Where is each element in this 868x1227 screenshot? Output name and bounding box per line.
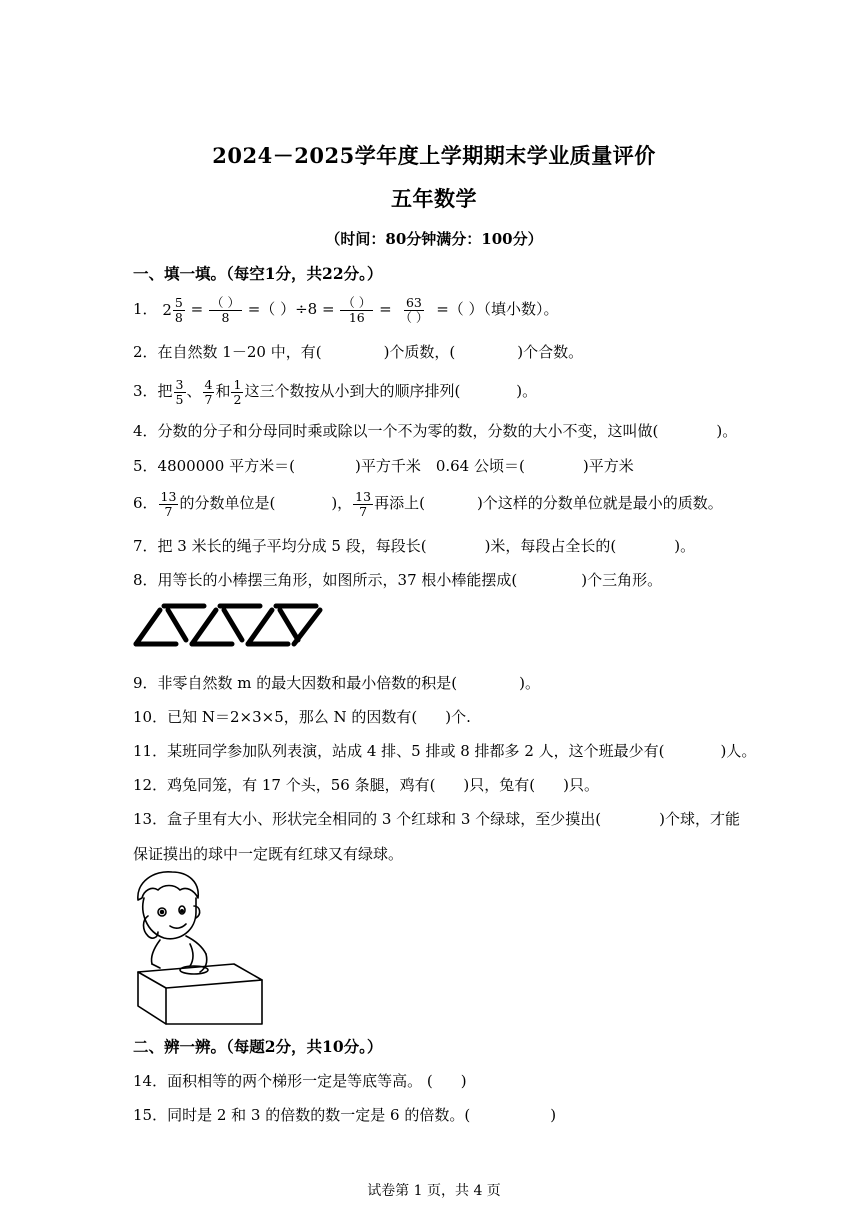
question-4: 4．分数的分子和分母同时乘或除以一个不为零的数，分数的大小不变，这叫做( )。 [133,422,738,440]
stick-triangles-figure [130,600,330,650]
fraction: $\frac{13}{7}$ [160,489,177,519]
fraction: $\frac{5}{8}$ [174,295,183,325]
question-14: 14．面积相等的两个梯形一定是等底等高。 ( ) [133,1072,467,1090]
exam-info: （时间：80分钟满分：100分） [325,230,543,248]
fraction: $\frac{13}{7}$ [355,489,372,519]
page-footer: 试卷第 1 页，共 4 页 [367,1183,501,1199]
question-10: 10．已知 N＝2×3×5，那么 N 的因数有( )个. [133,708,471,726]
question-13: 13．盒子里有大小、形状完全相同的 3 个红球和 3 个绿球，至少摸出( )个球，才能 [133,810,740,828]
fraction: $\frac{4}{7}$ [204,377,213,407]
fraction: $\frac{( )}{8}$ [210,295,240,325]
question-2: 2．在自然数 1－20 中，有( )个质数，( )个合数。 [133,343,584,361]
question-7: 7．把 3 米长的绳子平均分成 5 段，每段长( )米，每段占全长的( )。 [133,537,696,555]
question-9: 9．非零自然数 m 的最大因数和最小倍数的积是( )。 [133,674,541,692]
question-13-line-2: 保证摸出的球中一定既有红球又有绿球。 [133,845,404,863]
exam-subtitle: 五年数学 [391,186,477,211]
question-11: 11．某班同学参加队列表演，站成 4 排、5 排或 8 排都多 2 人，这个班最少有( )人。 [133,742,757,760]
question-1: 1． 2 $\frac{5}{8}$ = $\frac{( )}{8}$ =（ ）÷8 = $\frac{( )}{16}$ = $\frac{63}{( )}$ =（ ）（填小数）。 [133,295,559,325]
section-2-title: 二、辨一辨。（每题2分，共10分。） [133,1037,383,1056]
boy-reaching-into-box-illustration [130,868,270,1028]
question-12: 12．鸡兔同笼，有 17 个头，56 条腿，鸡有( )只，兔有( )只。 [133,776,599,794]
question-6: 6． $\frac{13}{7}$ 的分数单位是( )， $\frac{13}{7}$ 再添上( )个这样的分数单位就是最小的质数。 [133,489,723,519]
exam-title: 2024－2025学年度上学期期末学业质量评价 [212,143,656,168]
section-1-title: 一、填一填。（每空1分，共22分。） [133,264,383,283]
fraction: $\frac{3}{5}$ [175,377,184,407]
fraction: $\frac{( )}{16}$ [342,295,372,325]
question-5: 5．4800000 平方米＝( )平方千米 0.64 公顷＝( )平方米 [133,457,634,475]
question-15: 15．同时是 2 和 3 的倍数的数一定是 6 的倍数。( ) [133,1106,557,1124]
question-3: 3．把 $\frac{3}{5}$ 、 $\frac{4}{7}$ 和 $\frac{1}{2}$ 这三个数按从小到大的顺序排列( )。 [133,377,538,407]
fraction: $\frac{63}{( )}$ [399,295,429,325]
question-8: 8．用等长的小棒摆三角形，如图所示，37 根小棒能摆成( )个三角形。 [133,571,663,589]
fraction: $\frac{1}{2}$ [233,377,242,407]
